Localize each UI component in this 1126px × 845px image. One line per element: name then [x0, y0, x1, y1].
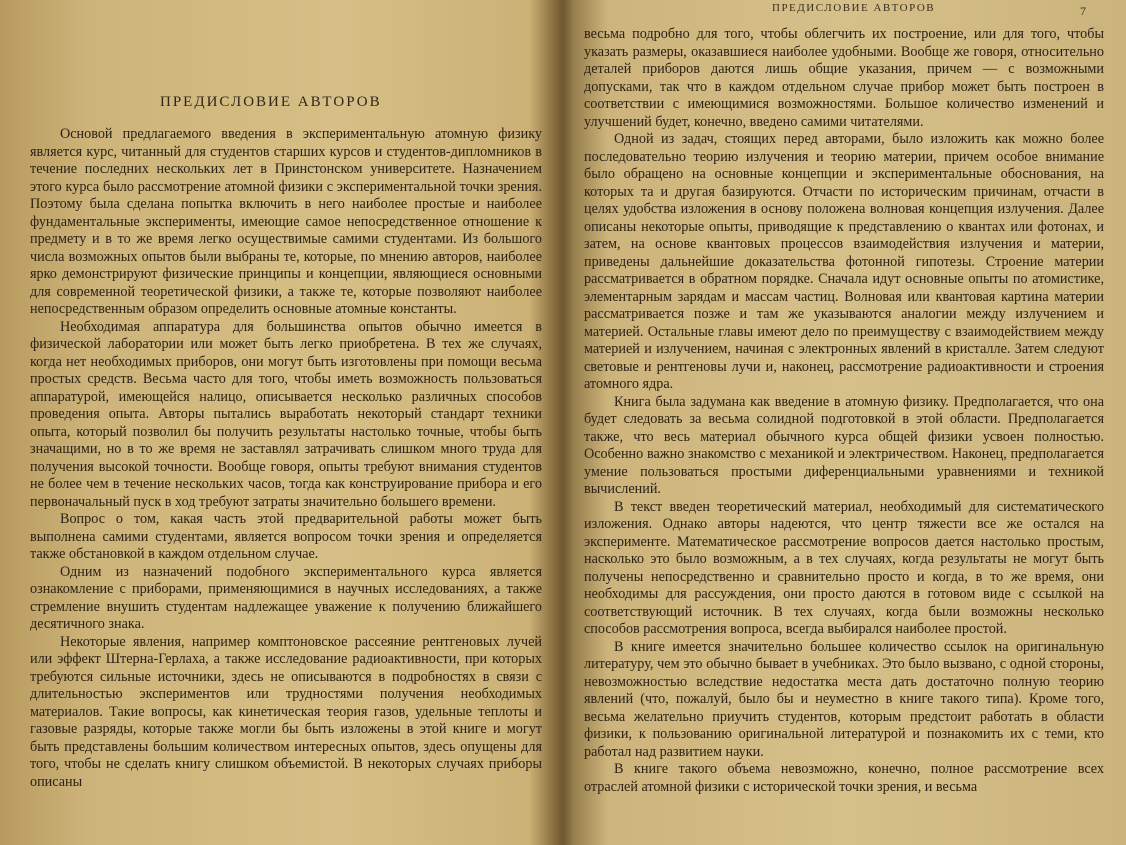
paragraph: В книге имеется значительно большее количество ссылок на оригинальную литературу, чем это обычно бывает в учебниках. Это было вызвано, с одной стороны, невозможностью вследствие недостатка места дать достаточно полную теорию явлений (что, пожалуй, было бы и неуместно в книге такого типа). Кроме того, весьма желательно приучить студентов, которым предстоит работать в области физики, к пользованию оригинальной литературой и познакомить их с теми, кто работал над развитием науки.: [584, 638, 1104, 760]
paragraph: Основой предлагаемого введения в экспериментальную атомную физику является курс, читанный для студентов старших курсов и студентов-дипломников в течение последних нескольких лет в Принстонском университете. Назначением этого курса было рассмотрение атомной физики с экспериментальной точки зрения. Поэтому была сделана попытка включить в него наиболее простые и наиболее фундаментальные эксперименты, имеющие самое непосредственное отношение к предмету и в то же время легко осуществимые самими студентами. Из большого числа возможных опытов были выбраны те, которые, по мнению авторов, наиболее ярко демонстрируют физические принципы и концепции, являющиеся основными для современной теоретической физики, а также те, которые позволяют наиболее непосредственным образом определить основные атомные константы.: [30, 126, 542, 317]
paragraph-continuation: весьма подробно для того, чтобы облегчить их построение, или для того, чтобы указать размеры, оказавшиеся наиболее удобными. Вообще же говоря, относительно деталей приборов даются лишь общие указания, причем — с возможными допусками, так что в каждом отдельном случае прибор может быть построен в соответствии с имеющимися возможностями. Большое количество изменений и улучшений будет, конечно, введено самими читателями.: [584, 26, 1104, 130]
paragraph: Некоторые явления, например комптоновское рассеяние рентгеновых лучей или эффект Штерна-Герлаха, а также исследование радиоактивности, при которых требуются сильные источники, здесь не описываются в подробностях в связи с длительностью экспериментов или трудностями получения необходимых материалов. Такие вопросы, как кинетическая теория газов, удельные теплоты и газовые разряды, которые также могли бы быть изложены в этой книге и могут быть представлены большим количеством интересных опытов, здесь опущены для того, чтобы не сделать книгу слишком объемистой. В некоторых случаях приборы описаны: [30, 633, 542, 790]
right-page: [562, 0, 1126, 845]
paragraph: Одной из задач, стоящих перед авторами, было изложить как можно более последовательно теорию излучения и теорию материи, причем особое внимание было обращено на основные концепции и экспериментальные обоснования, на которых та и другая базируются. Отчасти по историческим причинам, отчасти в целях удобства изложения в основу положена волновая концепция излучения. Далее описаны некоторые опыты, приводящие к представлению о квантах или фотонах, и затем, на основе квантовых процессов взаимодействия излучения и материи, приведены дальнейшие доказательства фотонной гипотезы. Строение материи рассматривается в обратном порядке. Сначала идут основные опыты по атомистике, элементарным зарядам и массам частиц. Волновая или квантовая картина материи рассматривается позже и там же указываются аналогии между излучением и материей. Остальные главы имеют дело по преимуществу с взаимодействием между материей и излучением, начиная с электронных явлений в кристалле. Затем следуют световые и рентгеновы лучи и, наконец, рассмотрение радиоактивности и строения атомного ядра.: [584, 131, 1104, 392]
left-page-body: [30, 126, 542, 791]
chapter-title: ПРЕДИСЛОВИЕ АВТОРОВ: [160, 94, 382, 110]
paragraph: Книга была задумана как введение в атомную физику. Предполагается, что она будет следовать за весьма солидной подготовкой в этой области. Предполагается также, что весь материал обычного курса общей физики усвоен полностью. Особенно важно знакомство с механикой и электричеством. Наконец, предполагается умение пользоваться простыми диференциальными уравнениями и техникой вычислений.: [584, 393, 1104, 497]
right-page-body: [584, 26, 1104, 796]
left-page: [0, 0, 560, 845]
paragraph: В книге такого объема невозможно, конечно, полное рассмотрение всех отраслей атомной физики с исторической точки зрения, и весьма: [584, 761, 1104, 795]
page-number: 7: [1080, 4, 1086, 18]
paragraph: В текст введен теоретический материал, необходимый для систематического изложения. Однако авторы надеются, что центр тяжести все же остался на эксперименте. Математическое рассмотрение вопросов дается настолько простым, насколько это было возможным, а в тех случаях, когда результаты не могут быть получены непосредственно и сравнительно просто и когда, в то же время, они необходимы для рассуждения, они просто даются в готовом виде с ссылкой на соответствующий источник. В тех случаях, когда были возможны несколько способов рассмотрения вопроса, всегда выбирался наиболее простой.: [584, 498, 1104, 637]
running-head: ПРЕДИСЛОВИЕ АВТОРОВ: [772, 2, 936, 14]
paragraph: Вопрос о том, какая часть этой предварительной работы может быть выполнена самими студентами, является вопросом точки зрения и определяется также обстановкой в каждом отдельном случае.: [30, 511, 542, 562]
paragraph: Одним из назначений подобного экспериментального курса является ознакомление с приборами, применяющимися в научных исследованиях, а также стремление внушить студентам надлежащее уважение к получению ближайшего десятичного знака.: [30, 563, 542, 632]
paragraph: Необходимая аппаратура для большинства опытов обычно имеется в физической лаборатории или может быть легко приобретена. В тех же случаях, когда нет необходимых приборов, они могут быть изготовлены при помощи весьма простых средств. Весьма часто для того, чтобы иметь возможность пользоваться аппаратурой, имеющейся налицо, описывается несколько различных способов проведения опыта. Авторы пытались выработать некоторый стандарт техники опыта, который позволил бы получить результаты настолько точные, чтобы быть значащими, но в то же время не заставлял затрачивать слишком много труда для получения высокой точности. Вообще говоря, опыты требуют внимания студентов не более чем в течение нескольких часов, тогда как конструирование прибора и его первоначальный пуск в ход требуют затраты значительно большего времени.: [30, 318, 542, 510]
